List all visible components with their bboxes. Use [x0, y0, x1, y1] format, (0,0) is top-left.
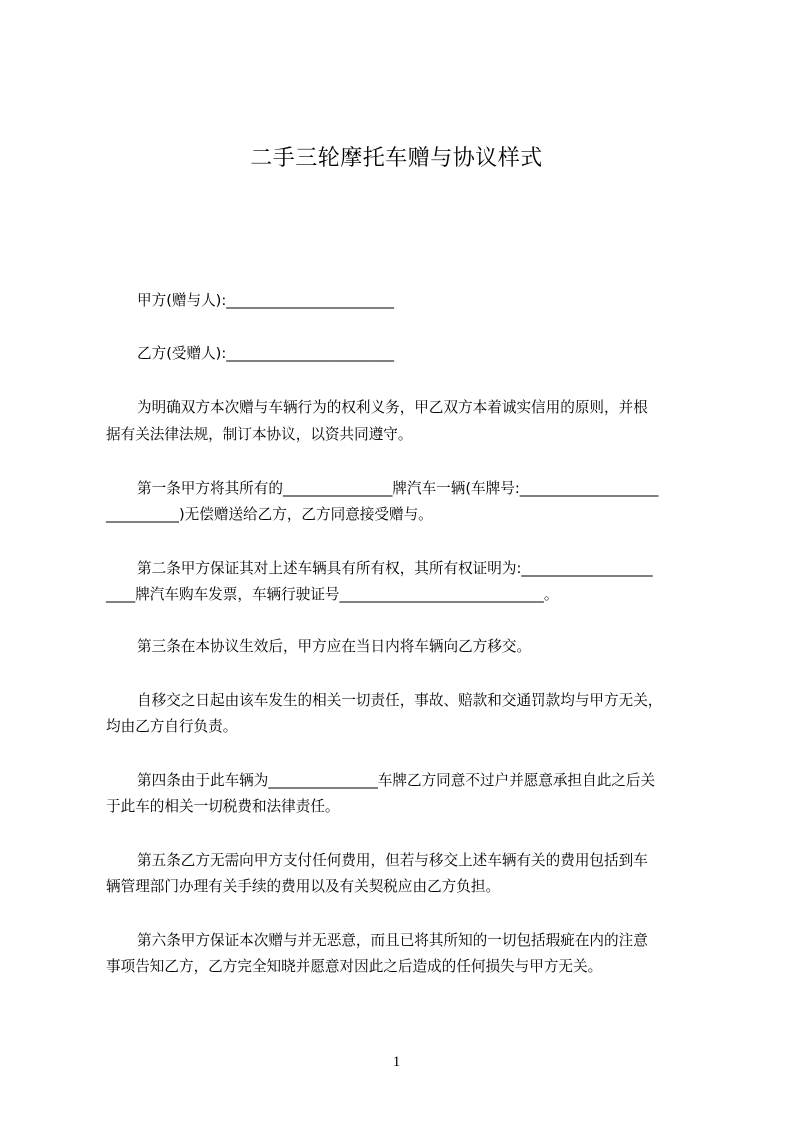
article6-line-1: 第六条甲方保证本次赠与并无恶意，而且已将其所知的一切包括瑕疵在内的注意	[137, 932, 648, 949]
party-b-line: 乙方(受赠人):_______________________	[137, 345, 395, 362]
article5-line-1: 第五条乙方无需向甲方支付任何费用，但若与移交上述车辆有关的费用包括到车	[137, 852, 648, 869]
article1-line-1: 第一条甲方将其所有的_______________牌汽车一辆(车牌号:___________________	[137, 480, 659, 497]
liability-line-1: 自移交之日起由该车发生的相关一切责任，事故、赔款和交通罚款均与甲方无关，	[137, 692, 663, 709]
article6-line-2: 事项告知乙方，乙方完全知晓并愿意对因此之后造成的任何损失与甲方无关。	[106, 958, 603, 975]
article5-line-2: 辆管理部门办理有关手续的费用以及有关契税应由乙方负担。	[106, 878, 501, 895]
preamble-line-1: 为明确双方本次赠与车辆行为的权利义务，甲乙双方本着诚实信用的原则，并根	[137, 399, 648, 416]
article2-line-1: 第二条甲方保证其对上述车辆具有所有权，其所有权证明为:__________________	[137, 560, 653, 577]
document-title: 二手三轮摩托车赠与协议样式	[250, 146, 543, 171]
liability-line-2: 均由乙方自行负责。	[106, 718, 238, 735]
page-number: 1	[392, 1054, 401, 1070]
preamble-line-2: 据有关法律法规，制订本协议，以资共同遵守。	[106, 426, 413, 443]
article2-line-2: ____牌汽车购车发票，车辆行驶证号____________________________。	[106, 586, 559, 603]
article4-line-1: 第四条由于此车辆为_______________车牌乙方同意不过户并愿意承担自此之后关	[137, 772, 656, 789]
article1-line-2: __________)无偿赠送给乙方，乙方同意接受赠与。	[106, 506, 433, 523]
article4-line-2: 于此车的相关一切税费和法律责任。	[106, 798, 340, 815]
party-a-line: 甲方(赠与人):_______________________	[137, 292, 395, 309]
article3-line-1: 第三条在本协议生效后，甲方应在当日内将车辆向乙方移交。	[137, 638, 532, 655]
